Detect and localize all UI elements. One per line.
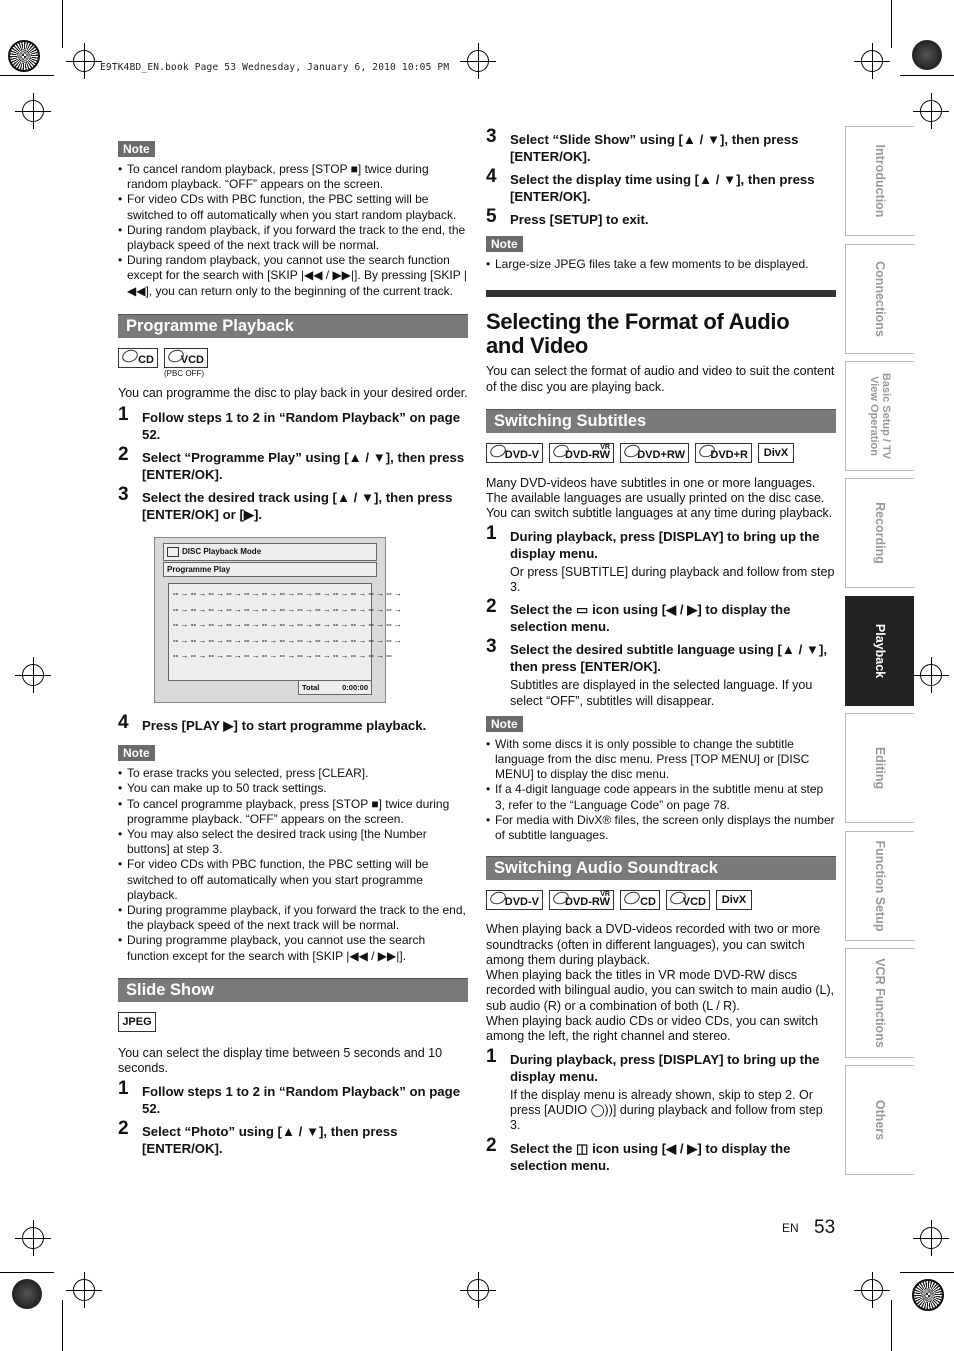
note-item: • You may also select the desired track using [the Number buttons] at step 3. <box>118 827 468 857</box>
media-icons <box>486 890 836 910</box>
step: 3 Select the desired track using [▲ / ▼], then press [ENTER/OK] or [▶]. <box>118 484 453 523</box>
dvd-rw-media-icon: VR DVD-RW <box>549 890 614 910</box>
note-item: • During programme playback, you cannot use the search function except for the search with [SKIP |◀◀ / ▶▶|]. <box>118 933 468 963</box>
step: 1 Follow steps 1 to 2 in “Random Playback” on page 52. <box>118 404 461 443</box>
note-item: • To erase tracks you selected, press [CLEAR]. <box>118 766 468 781</box>
main-intro: You can select the format of audio and video to suit the content of the disc you are playing back. <box>486 364 835 394</box>
media-icons <box>486 443 836 463</box>
crosshair-mark <box>920 1227 942 1249</box>
crop-line <box>891 1300 892 1351</box>
registration-disc-bottom-left <box>12 1279 42 1309</box>
crosshair-mark <box>920 664 942 686</box>
crop-line <box>62 0 63 48</box>
crop-line <box>891 0 892 48</box>
registration-disc-bottom-right <box>912 1279 944 1311</box>
crop-line <box>0 75 54 76</box>
osd-track-row: -- → -- → -- → -- → -- → -- → -- → -- → -- → -- → -- → -- → -- → <box>173 589 402 599</box>
osd-track-row: -- → -- → -- → -- → -- → -- → -- → -- → -- → -- → -- → -- → -- → <box>173 620 402 630</box>
subtitles-intro: Many DVD-videos have subtitles in one or more languages. The available languages are usually printed on the disc case. You can switch subtitle languages at any time during playback. <box>486 475 833 521</box>
vcd-media-block <box>164 348 208 378</box>
page-title: Selecting the Format of Audio and Video <box>486 309 790 359</box>
step: 2 Select the ▭ icon using [◀ / ▶] to display the selection menu. <box>486 596 791 635</box>
note-label: Note <box>486 716 523 732</box>
crop-line <box>900 75 954 76</box>
crosshair-mark <box>22 100 44 122</box>
osd-header: DISC Playback Mode <box>163 543 377 561</box>
note-item: • During random playback, you cannot use the search function except for the search with [SKIP |◀◀ / ▶▶|]. By pressing [SKIP |◀◀], you can return only to the beginning of the current track. <box>118 253 468 299</box>
left-column <box>118 140 468 1157</box>
osd-track-grid <box>168 583 402 681</box>
crop-line <box>62 1300 63 1351</box>
note-item: • For media with DivX® files, the screen only displays the number of subtitle languages. <box>486 813 836 843</box>
tab-connections[interactable]: Connections <box>845 244 914 354</box>
osd-track-row: -- → -- → -- → -- → -- → -- → -- → -- → -- → -- → -- → -- → -- → <box>173 635 402 645</box>
step: 3 Select the desired subtitle language using [▲ / ▼], then press [ENTER/OK]. Subtitles are displayed in the selected language. If you select “OFF”, subtitles will disappear. <box>486 636 828 708</box>
step: 5 Press [SETUP] to exit. <box>486 206 649 227</box>
step: 2 Select “Programme Play” using [▲ / ▼], then press [ENTER/OK]. <box>118 444 465 483</box>
osd-screen <box>154 537 402 703</box>
section-heading: Switching Subtitles <box>486 409 836 433</box>
step: 3 Select “Slide Show” using [▲ / ▼], then press [ENTER/OK]. <box>486 126 799 164</box>
tab-basic-setup[interactable]: Basic Setup / TV View Operation <box>845 361 914 471</box>
crop-line <box>0 1272 54 1273</box>
osd-track-row: -- → -- → -- → -- → -- → -- → -- → -- → -- → -- → -- → -- → -- → <box>173 604 402 614</box>
crosshair-mark <box>73 1279 95 1301</box>
vcd-media-icon: VCD <box>164 348 208 368</box>
print-header: E9TK4BD_EN.book Page 53 Wednesday, January 6, 2010 10:05 PM <box>100 62 450 73</box>
crosshair-mark <box>22 1227 44 1249</box>
right-column <box>486 126 836 1174</box>
registration-disc-top-left <box>8 40 40 72</box>
step: 2 Select the ◫ icon using [◀ / ▶] to display the selection menu. <box>486 1134 791 1173</box>
dvd-plus-r-media-icon: DVD+R <box>695 443 752 463</box>
osd-total: Total 0:00:00 <box>298 680 372 695</box>
crosshair-mark <box>22 664 44 686</box>
tab-editing[interactable]: Editing <box>845 713 914 823</box>
note-label: Note <box>118 141 155 157</box>
crosshair-mark <box>920 100 942 122</box>
tab-introduction[interactable]: Introduction <box>845 126 914 236</box>
note-item: • To cancel random playback, press [STOP ■] twice during random playback. “OFF” appears on the screen. <box>118 162 468 192</box>
note-item: • If a 4-digit language code appears in the subtitle menu at step 3, refer to the “Language Code” on page 78. <box>486 782 836 812</box>
note-list <box>486 737 836 843</box>
dvd-v-media-icon: DVD-V <box>486 890 543 910</box>
tab-vcr-functions[interactable]: VCR Functions <box>845 948 914 1058</box>
tab-recording[interactable]: Recording <box>845 478 914 588</box>
language-code: EN <box>782 1221 799 1235</box>
slideshow-intro: You can select the display time between 5 seconds and 10 seconds. <box>118 1045 443 1076</box>
note-item: • You can make up to 50 track settings. <box>118 781 468 796</box>
divx-media-icon: DivX <box>758 443 794 463</box>
step: 1 Follow steps 1 to 2 in “Random Playback” on page 52. <box>118 1078 461 1117</box>
dvd-plus-rw-media-icon: DVD+RW <box>620 443 689 463</box>
note-list <box>118 766 468 964</box>
osd-submenu: Programme Play <box>163 562 377 577</box>
divx-media-icon: DivX <box>716 890 752 910</box>
note-list <box>486 257 836 272</box>
crosshair-mark <box>73 50 95 72</box>
vcd-media-icon: VCD <box>666 890 710 910</box>
section-heading: Programme Playback <box>118 314 468 338</box>
step: 1 During playback, press [DISPLAY] to bring up the display menu. Or press [SUBTITLE] during playback and follow from step 3. <box>486 522 835 594</box>
programme-steps <box>118 404 468 523</box>
cd-media-icon: CD <box>620 890 660 910</box>
dvd-rw-media-icon: VR DVD-RW <box>549 443 614 463</box>
note-item: • For video CDs with PBC function, the PBC setting will be switched to off automatically when you start random playback. <box>118 192 468 222</box>
osd-track-row: -- → -- → -- → -- → -- → -- → -- → -- → -- → -- → -- → -- → -- <box>173 651 392 661</box>
pbc-off-label: (PBC OFF) <box>164 368 204 378</box>
crosshair-mark <box>467 1279 489 1301</box>
section-heading: Slide Show <box>118 978 468 1002</box>
cd-media-icon: CD <box>118 348 158 368</box>
note-list <box>118 162 468 299</box>
step: 2 Select “Photo” using [▲ / ▼], then press [ENTER/OK]. <box>118 1118 398 1157</box>
tab-function-setup[interactable]: Function Setup <box>845 831 914 941</box>
disc-playback-icon <box>167 547 179 557</box>
crop-line <box>900 1272 954 1273</box>
tab-others[interactable]: Others <box>845 1065 914 1175</box>
crosshair-mark <box>467 50 489 72</box>
dvd-v-media-icon: DVD-V <box>486 443 543 463</box>
step: 1 During playback, press [DISPLAY] to bring up the display menu. If the display menu is already shown, skip to step 2. Or press [AUDIO ◯))] during playback and follow from step 3. <box>486 1045 823 1133</box>
crosshair-mark <box>861 1279 883 1301</box>
note-label: Note <box>118 745 155 761</box>
jpeg-media-icon: JPEG <box>118 1012 156 1032</box>
crosshair-mark <box>861 50 883 72</box>
section-heading: Switching Audio Soundtrack <box>486 856 836 880</box>
registration-disc-top-right <box>912 40 942 70</box>
note-item: • For video CDs with PBC function, the PBC setting will be switched to off automatically when you start programme playback. <box>118 857 468 903</box>
note-item: • During random playback, if you forward the track to the end, the playback speed of the next track will be normal. <box>118 223 468 253</box>
tab-playback[interactable]: Playback <box>845 596 914 706</box>
programme-intro: You can programme the disc to play back in your desired order. <box>118 385 468 400</box>
note-label: Note <box>486 236 523 252</box>
page-number: 53 <box>814 1217 836 1238</box>
media-icons <box>118 348 468 378</box>
note-item: • With some discs it is only possible to change the subtitle language from the disc menu. Press [TOP MENU] or [DISC MENU] to display the disc menu. <box>486 737 836 783</box>
step: 4 Select the display time using [▲ / ▼], then press [ENTER/OK]. <box>486 166 815 204</box>
audio-intro: When playing back a DVD-videos recorded with two or more soundtracks (often in different languages), you can switch among them during playback. When playing back the titles in VR mode DVD-RW discs recorded with bilingual audio, you can switch to main audio (L), sub audio (R) or a combination of both (L / R). When playing back audio CDs or video CDs, you can switch among the left, the right channel and stereo. <box>486 922 835 1044</box>
step: 4 Press [PLAY ▶] to start programme playback. <box>118 712 427 734</box>
note-item: • Large-size JPEG files take a few moments to be displayed. <box>486 257 836 272</box>
section-rule <box>486 290 836 297</box>
note-item: • To cancel programme playback, press [STOP ■] twice during programme playback. “OFF” appears on the screen. <box>118 797 468 827</box>
note-item: • During programme playback, if you forward the track to the end, the playback speed of the next track will be normal. <box>118 903 468 933</box>
